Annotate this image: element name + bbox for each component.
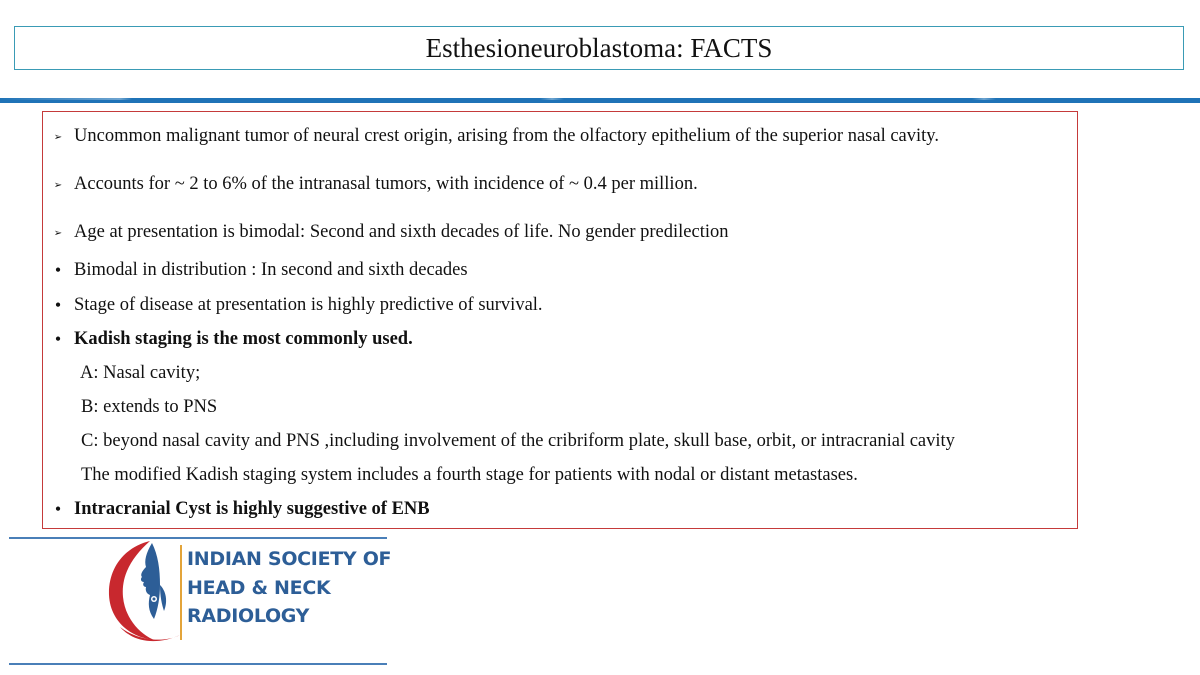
kadish-stage-text: A: Nasal cavity; [80,363,201,383]
dot-bullet-icon: • [54,499,62,519]
arrow-bullet-icon: ➢ [53,228,63,239]
bullet-text: Intracranial Cyst is highly suggestive of ENB [74,499,430,519]
dot-bullet-icon: • [54,329,62,349]
logo-bottom-rule [9,663,387,665]
bullet-text: Kadish staging is the most commonly used. [74,329,413,349]
bullet-text: Bimodal in distribution : In second and sixth decades [74,260,468,280]
dot-bullet-icon: • [54,295,62,315]
content-box [42,111,1078,529]
logo-text-line: RADIOLOGY [187,605,310,627]
bullet-text: Accounts for ~ 2 to 6% of the intranasal tumors, with incidence of ~ 0.4 per million. [74,174,698,194]
bullet-text: Stage of disease at presentation is highly predictive of survival. [74,295,543,315]
bullet-text: Uncommon malignant tumor of neural crest origin, arising from the olfactory epithelium of the superior nasal cavity. [74,126,939,146]
slide-title: Esthesioneuroblastoma: FACTS [425,32,773,63]
title-box [14,26,1184,70]
logo-text-line: HEAD & NECK [187,577,331,599]
kadish-stage-text: C: beyond nasal cavity and PNS ,including involvement of the cribriform plate, skull base, orbit, or intracranial cavity [81,431,955,451]
dot-bullet-icon: • [54,260,62,280]
arrow-bullet-icon: ➢ [53,180,63,191]
arrow-bullet-icon: ➢ [53,132,63,143]
logo-divider [180,545,182,640]
kadish-modified-text: The modified Kadish staging system includes a fourth stage for patients with nodal or distant metastases. [81,465,858,485]
kadish-stage-text: B: extends to PNS [81,397,218,417]
accent-bar-highlight [0,98,1200,100]
logo-top-rule [9,537,387,539]
society-logo-icon [104,539,184,645]
logo-text-line: INDIAN SOCIETY OF [187,548,392,570]
bullet-text: Age at presentation is bimodal: Second and sixth decades of life. No gender predilection [74,222,729,242]
